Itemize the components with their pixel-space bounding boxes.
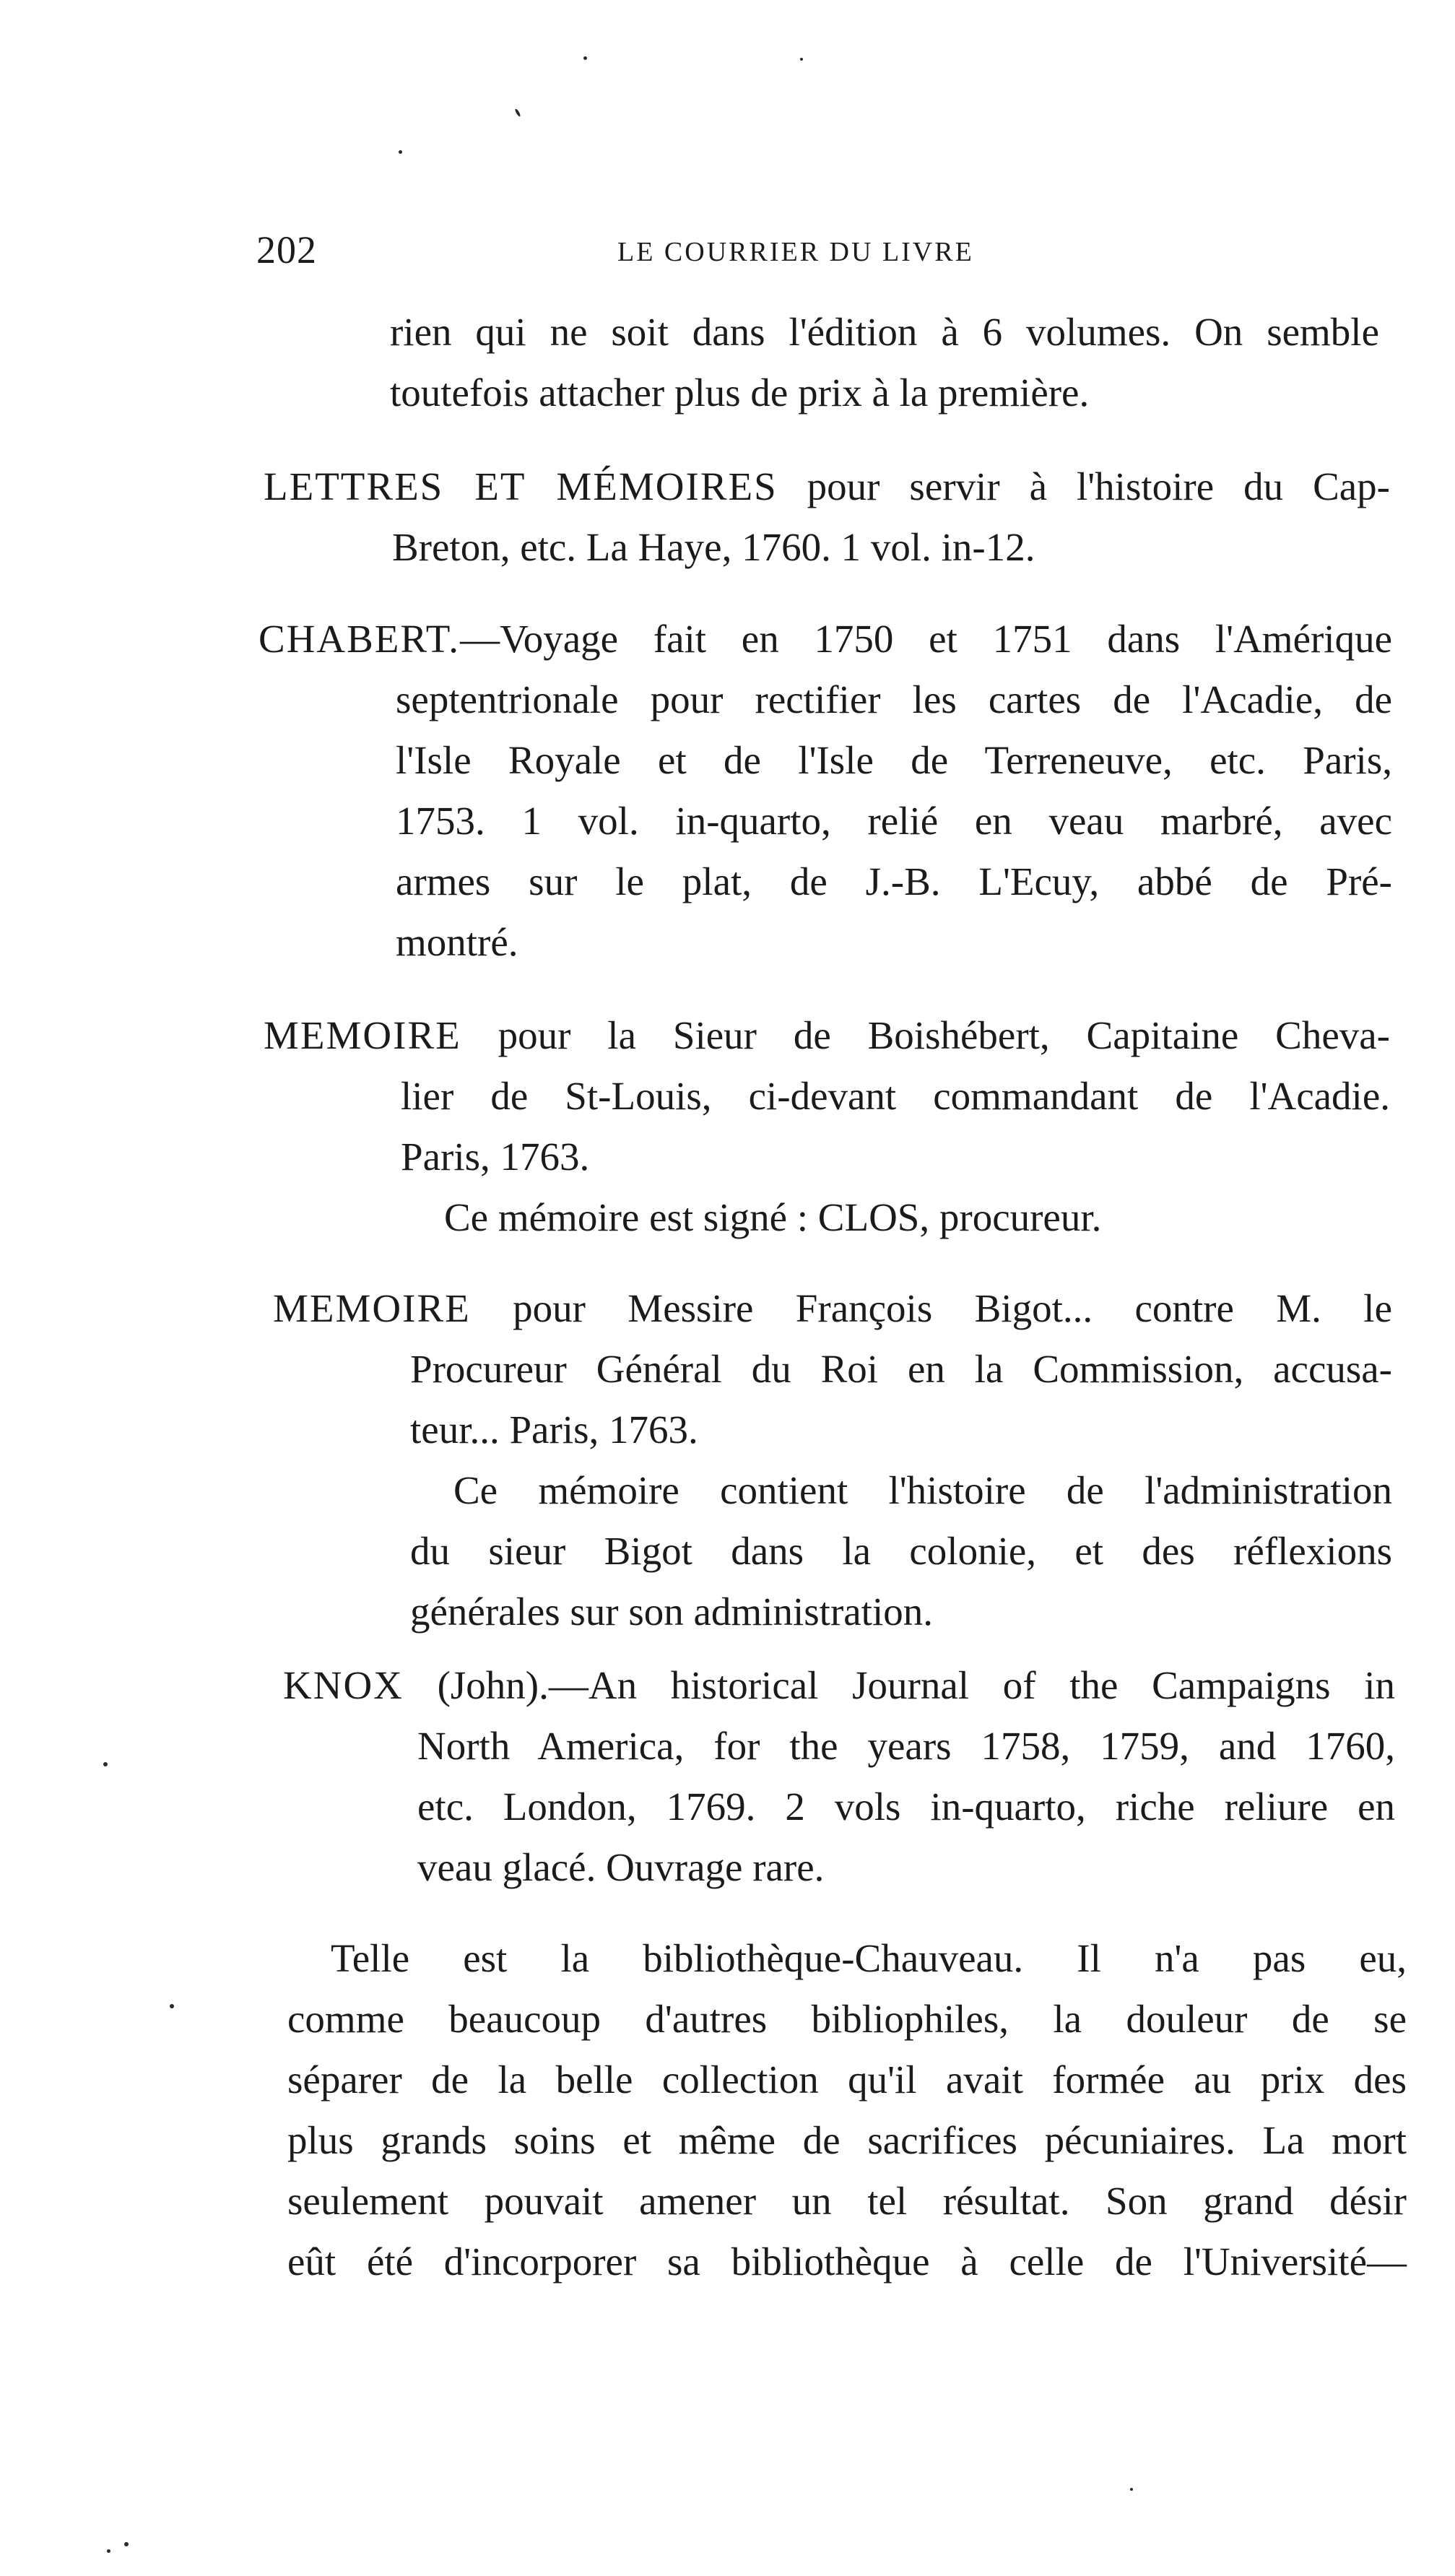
text-line: teur... Paris, 1763. xyxy=(410,1408,698,1452)
entry-text: pour la Sieur de Boishébert, Capitaine Cheva- xyxy=(461,1013,1390,1057)
entry-note: Ce mémoire est signé : CLOS, procureur. xyxy=(444,1195,1102,1239)
entry-note: du sieur Bigot dans la colonie, et des réflexions xyxy=(410,1529,1392,1573)
running-title: LE COURRIER DU LIVRE xyxy=(617,237,974,267)
continuation-paragraph xyxy=(390,302,1379,423)
bibliography-entry xyxy=(264,456,1390,578)
closing-paragraph xyxy=(287,1928,1407,2292)
text-line: montré. xyxy=(396,920,518,964)
page-header xyxy=(256,227,1390,278)
text-line: septentrionale pour rectifier les cartes de l'Acadie, de xyxy=(396,677,1392,721)
scan-speck xyxy=(399,150,402,154)
entry-first-line xyxy=(259,609,1392,669)
text-line: eût été d'incorporer sa bibliothèque à celle de l'Université— xyxy=(287,2239,1407,2284)
entry-first-line xyxy=(283,1655,1395,1716)
entry-text: —Voyage fait en 1750 et 1751 dans l'Amérique xyxy=(460,617,1392,661)
entry-heading: MEMOIRE xyxy=(264,1013,461,1057)
entry-first-line xyxy=(264,456,1390,517)
text-line: séparer de la belle collection qu'il avait formée au prix des xyxy=(287,2057,1407,2102)
scan-speck xyxy=(107,2549,110,2553)
scan-speck xyxy=(103,1762,108,1766)
scan-speck xyxy=(124,2542,129,2546)
scan-speck xyxy=(583,56,587,60)
text-line: veau glacé. Ouvrage rare. xyxy=(417,1845,825,1889)
entry-text: pour Messire François Bigot... contre M. le xyxy=(470,1286,1392,1330)
scan-speck xyxy=(800,58,803,61)
page-number: 202 xyxy=(256,228,317,272)
text-line: plus grands soins et même de sacrifices pécuniaires. La mort xyxy=(287,2118,1407,2162)
bibliography-entry xyxy=(273,1278,1392,1642)
entry-heading: LETTRES ET MÉMOIRES xyxy=(264,464,778,508)
text-line: Breton, etc. La Haye, 1760. 1 vol. in-12. xyxy=(392,525,1035,569)
text-line: seulement pouvait amener un tel résultat. Son grand désir xyxy=(287,2179,1407,2223)
scan-speck xyxy=(170,2004,174,2008)
scan-speck xyxy=(1130,2488,1133,2491)
text-line: Procureur Général du Roi en la Commission, accusa- xyxy=(410,1347,1392,1391)
entry-text: pour servir à l'histoire du Cap- xyxy=(777,464,1390,508)
text-line: l'Isle Royale et de l'Isle de Terreneuve, etc. Paris, xyxy=(396,738,1392,782)
entry-text: (John).—An historical Journal of the Campaigns in xyxy=(403,1663,1395,1707)
text-line: 1753. 1 vol. in-quarto, relié en veau marbré, avec xyxy=(396,799,1392,843)
bibliography-entry xyxy=(264,1005,1390,1248)
text-line: toutefois attacher plus de prix à la première. xyxy=(390,370,1090,415)
text-line: Paris, 1763. xyxy=(401,1135,590,1179)
bibliography-entry xyxy=(259,609,1392,973)
entry-heading: MEMOIRE xyxy=(273,1286,471,1330)
text-line: lier de St-Louis, ci-devant commandant de l'Acadie. xyxy=(401,1074,1390,1118)
text-line: Telle est la bibliothèque-Chauveau. Il n'a pas eu, xyxy=(331,1936,1407,1980)
text-line: armes sur le plat, de J.-B. L'Ecuy, abbé de Pré- xyxy=(396,859,1392,903)
text-line: rien qui ne soit dans l'édition à 6 volumes. On semble xyxy=(390,310,1379,354)
entry-first-line xyxy=(273,1278,1392,1339)
entry-heading: CHABERT. xyxy=(259,617,461,661)
entry-note: Ce mémoire contient l'histoire de l'administration xyxy=(453,1468,1392,1512)
text-line: North America, for the years 1758, 1759, and 1760, xyxy=(417,1724,1395,1768)
text-line: comme beaucoup d'autres bibliophiles, la douleur de se xyxy=(287,1997,1407,2041)
entry-first-line xyxy=(264,1005,1390,1066)
entry-heading: KNOX xyxy=(283,1663,404,1707)
text-line: etc. London, 1769. 2 vols in-quarto, riche reliure en xyxy=(417,1784,1395,1829)
scan-speck xyxy=(514,108,521,117)
entry-note: générales sur son administration. xyxy=(410,1590,933,1634)
bibliography-entry xyxy=(283,1655,1395,1898)
